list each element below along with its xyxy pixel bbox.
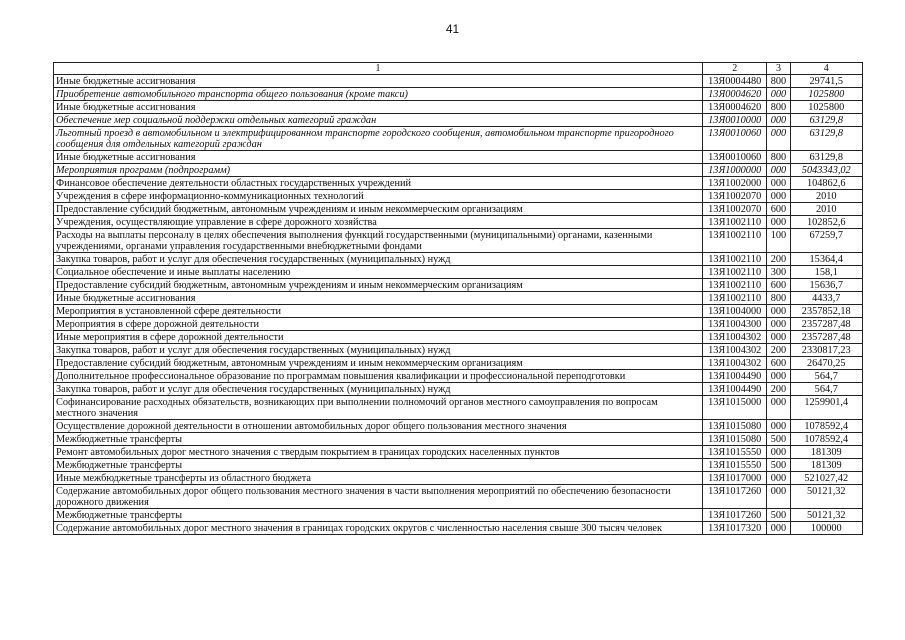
table-row [54, 383, 863, 396]
row-name: Дополнительное профессиональное образование по программам повышения квалификации и профессиональной переподготовки [54, 370, 703, 383]
row-name: Иные мероприятия в сфере дорожной деятельности [54, 331, 703, 344]
row-amount: 564,7 [790, 370, 862, 383]
row-code: 13Я1002000 [703, 177, 767, 190]
row-name: Расходы на выплаты персоналу в целях обеспечения выполнения функций государственными (муниципальными) органами, казенными учреждениями, органами управления государственными внебюджетными фондами [54, 229, 703, 253]
row-code: 13Я1004490 [703, 370, 767, 383]
row-name: Иные бюджетные ассигнования [54, 292, 703, 305]
table-row [54, 357, 863, 370]
row-code: 13Я0010060 [703, 127, 767, 151]
row-kind: 000 [767, 216, 790, 229]
row-kind: 600 [767, 203, 790, 216]
row-name: Социальное обеспечение и иные выплаты населению [54, 266, 703, 279]
header-col-3: 3 [767, 63, 790, 75]
table-row [54, 190, 863, 203]
row-code: 13Я1015080 [703, 420, 767, 433]
table-row [54, 485, 863, 509]
row-kind: 000 [767, 88, 790, 101]
row-amount: 2010 [790, 190, 862, 203]
row-code: 13Я1002110 [703, 229, 767, 253]
row-amount: 50121,32 [790, 509, 862, 522]
row-kind: 000 [767, 177, 790, 190]
row-code: 13Я1000000 [703, 164, 767, 177]
row-amount: 104862,6 [790, 177, 862, 190]
table-row [54, 459, 863, 472]
row-kind: 500 [767, 433, 790, 446]
row-kind: 000 [767, 370, 790, 383]
table-row [54, 253, 863, 266]
table-row [54, 229, 863, 253]
table-row [54, 472, 863, 485]
row-code: 13Я1002110 [703, 279, 767, 292]
row-kind: 800 [767, 292, 790, 305]
row-amount: 102852,6 [790, 216, 862, 229]
row-code: 13Я1004000 [703, 305, 767, 318]
row-name: Межбюджетные трансферты [54, 509, 703, 522]
row-amount: 15364,4 [790, 253, 862, 266]
table-header-row [54, 63, 863, 75]
row-code: 13Я1017320 [703, 522, 767, 535]
row-amount: 158,1 [790, 266, 862, 279]
row-name: Иные бюджетные ассигнования [54, 101, 703, 114]
row-amount: 1078592,4 [790, 433, 862, 446]
row-name: Содержание автомобильных дорог общего пользования местного значения в части выполнения мероприятий по обеспечению безопасности дорожного движения [54, 485, 703, 509]
row-amount: 63129,8 [790, 114, 862, 127]
table-row [54, 318, 863, 331]
row-name: Закупка товаров, работ и услуг для обеспечения государственных (муниципальных) нужд [54, 253, 703, 266]
row-kind: 200 [767, 383, 790, 396]
table-row [54, 114, 863, 127]
row-kind: 000 [767, 318, 790, 331]
table-row [54, 344, 863, 357]
row-kind: 000 [767, 190, 790, 203]
row-name: Иные межбюджетные трансферты из областного бюджета [54, 472, 703, 485]
row-name: Межбюджетные трансферты [54, 459, 703, 472]
row-kind: 000 [767, 305, 790, 318]
row-name: Учреждения, осуществляющие управление в сфере дорожного хозяйства [54, 216, 703, 229]
row-code: 13Я1015550 [703, 459, 767, 472]
row-kind: 000 [767, 446, 790, 459]
row-name: Закупка товаров, работ и услуг для обеспечения государственных (муниципальных) нужд [54, 383, 703, 396]
row-name: Межбюджетные трансферты [54, 433, 703, 446]
table-row [54, 88, 863, 101]
row-code: 13Я1015080 [703, 433, 767, 446]
row-code: 13Я1004300 [703, 318, 767, 331]
table-row [54, 509, 863, 522]
row-kind: 000 [767, 522, 790, 535]
table-row [54, 216, 863, 229]
row-code: 13Я1002110 [703, 292, 767, 305]
row-amount: 2330817,23 [790, 344, 862, 357]
table-row [54, 331, 863, 344]
table-row [54, 177, 863, 190]
row-kind: 800 [767, 151, 790, 164]
row-name: Софинансирование расходных обязательств, возникающих при выполнении полномочий органов местного самоуправления по вопросам местного значения [54, 396, 703, 420]
table-row [54, 433, 863, 446]
row-kind: 200 [767, 253, 790, 266]
row-code: 13Я1002070 [703, 190, 767, 203]
table-row [54, 370, 863, 383]
row-code: 13Я0010000 [703, 114, 767, 127]
row-code: 13Я1017260 [703, 485, 767, 509]
row-kind: 500 [767, 509, 790, 522]
row-code: 13Я0010060 [703, 151, 767, 164]
row-name: Учреждения в сфере информационно-коммуникационных технологий [54, 190, 703, 203]
row-code: 13Я1002110 [703, 253, 767, 266]
row-amount: 564,7 [790, 383, 862, 396]
row-name: Льготный проезд в автомобильном и электрифицированном транспорте городского сообщения, автомобильном транспорте пригородного сообщения для отдельных категорий граждан [54, 127, 703, 151]
row-name: Финансовое обеспечение деятельности областных государственных учреждений [54, 177, 703, 190]
row-name: Приобретение автомобильного транспорта общего пользования (кроме такси) [54, 88, 703, 101]
row-name: Предоставление субсидий бюджетным, автономным учреждениям и иным некоммерческим организациям [54, 203, 703, 216]
row-amount: 63129,8 [790, 127, 862, 151]
row-amount: 26470,25 [790, 357, 862, 370]
row-kind: 000 [767, 472, 790, 485]
budget-table [53, 62, 863, 535]
row-kind: 000 [767, 396, 790, 420]
row-name: Предоставление субсидий бюджетным, автономным учреждениям и иным некоммерческим организациям [54, 357, 703, 370]
table-row [54, 203, 863, 216]
row-amount: 1259901,4 [790, 396, 862, 420]
header-col-1: 1 [54, 63, 703, 75]
row-kind: 800 [767, 75, 790, 88]
row-name: Осуществление дорожной деятельности в отношении автомобильных дорог общего пользования местного значения [54, 420, 703, 433]
row-name: Мероприятия в сфере дорожной деятельности [54, 318, 703, 331]
row-amount: 5043343,02 [790, 164, 862, 177]
row-code: 13Я1004302 [703, 357, 767, 370]
table-row [54, 266, 863, 279]
row-kind: 800 [767, 101, 790, 114]
table-row [54, 151, 863, 164]
table-row [54, 292, 863, 305]
table-row [54, 396, 863, 420]
header-col-2: 2 [703, 63, 767, 75]
row-kind: 500 [767, 459, 790, 472]
table-row [54, 446, 863, 459]
row-code: 13Я0004480 [703, 75, 767, 88]
row-amount: 521027,42 [790, 472, 862, 485]
row-name: Содержание автомобильных дорог местного значения в границах городских округов с численностью населения свыше 300 тысяч человек [54, 522, 703, 535]
row-code: 13Я1004490 [703, 383, 767, 396]
row-name: Обеспечение мер социальной поддержки отдельных категорий граждан [54, 114, 703, 127]
row-amount: 1025800 [790, 101, 862, 114]
row-name: Предоставление субсидий бюджетным, автономным учреждениям и иным некоммерческим организациям [54, 279, 703, 292]
row-kind: 000 [767, 164, 790, 177]
row-code: 13Я1004302 [703, 331, 767, 344]
header-col-4: 4 [790, 63, 862, 75]
row-amount: 4433,7 [790, 292, 862, 305]
table-row [54, 164, 863, 177]
row-code: 13Я1015550 [703, 446, 767, 459]
row-kind: 000 [767, 331, 790, 344]
row-kind: 600 [767, 279, 790, 292]
row-amount: 50121,32 [790, 485, 862, 509]
row-amount: 2010 [790, 203, 862, 216]
row-code: 13Я0004620 [703, 88, 767, 101]
row-code: 13Я1017000 [703, 472, 767, 485]
row-name: Мероприятия программ (подпрограмм) [54, 164, 703, 177]
row-kind: 300 [767, 266, 790, 279]
row-kind: 000 [767, 485, 790, 509]
row-amount: 2357287,48 [790, 318, 862, 331]
row-amount: 2357287,48 [790, 331, 862, 344]
row-name: Закупка товаров, работ и услуг для обеспечения государственных (муниципальных) нужд [54, 344, 703, 357]
row-amount: 29741,5 [790, 75, 862, 88]
row-kind: 100 [767, 229, 790, 253]
row-name: Иные бюджетные ассигнования [54, 151, 703, 164]
table-row [54, 279, 863, 292]
row-amount: 181309 [790, 459, 862, 472]
row-name: Мероприятия в установленной сфере деятельности [54, 305, 703, 318]
row-amount: 15636,7 [790, 279, 862, 292]
row-kind: 600 [767, 357, 790, 370]
row-amount: 181309 [790, 446, 862, 459]
row-code: 13Я1002070 [703, 203, 767, 216]
row-kind: 000 [767, 114, 790, 127]
page-number: 41 [445, 22, 460, 36]
row-kind: 000 [767, 127, 790, 151]
row-code: 13Я1002110 [703, 216, 767, 229]
table-row [54, 101, 863, 114]
row-amount: 1025800 [790, 88, 862, 101]
table-row [54, 127, 863, 151]
row-name: Ремонт автомобильных дорог местного значения с твердым покрытием в границах городских населенных пунктов [54, 446, 703, 459]
table-row [54, 420, 863, 433]
row-amount: 2357852,18 [790, 305, 862, 318]
row-code: 13Я0004620 [703, 101, 767, 114]
row-amount: 100000 [790, 522, 862, 535]
row-code: 13Я1004302 [703, 344, 767, 357]
table-row [54, 305, 863, 318]
row-code: 13Я1015000 [703, 396, 767, 420]
row-kind: 000 [767, 420, 790, 433]
row-code: 13Я1002110 [703, 266, 767, 279]
table-row [54, 522, 863, 535]
row-name: Иные бюджетные ассигнования [54, 75, 703, 88]
row-code: 13Я1017260 [703, 509, 767, 522]
row-amount: 67259,7 [790, 229, 862, 253]
table-row [54, 75, 863, 88]
row-kind: 200 [767, 344, 790, 357]
row-amount: 63129,8 [790, 151, 862, 164]
row-amount: 1078592,4 [790, 420, 862, 433]
